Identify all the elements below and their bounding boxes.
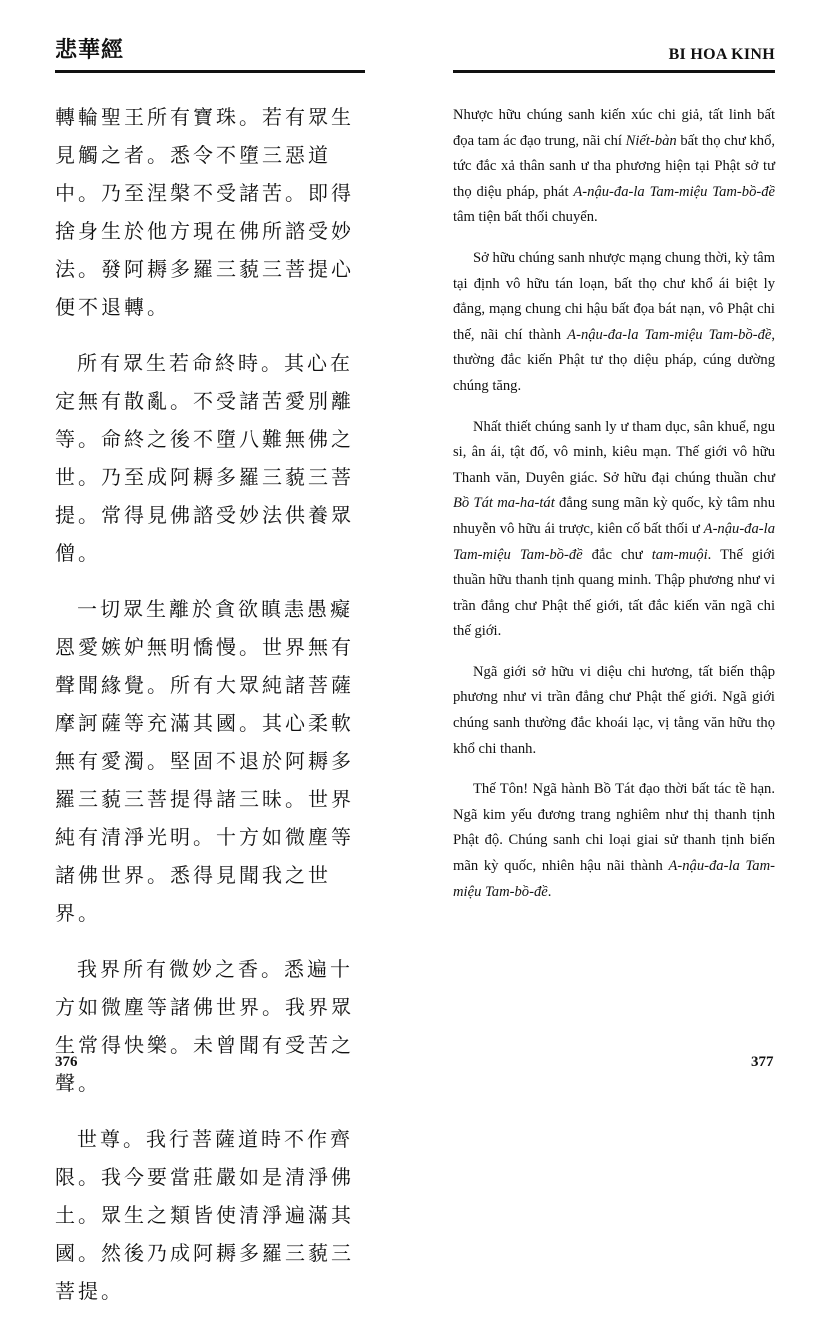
vn-paragraph-5 [453, 777, 775, 905]
vn-paragraph-4: Ngã giới sở hữu vi diệu chi hương, tất biến thập phương như vi trần đẳng chư Phật thế giới. Ngã giới chúng sanh thường đắc khoái lạc, vị tằng văn hữu thọ khổ chi thanh. [453, 663, 775, 757]
text-run: tâm tiện bất thối chuyển. [453, 209, 598, 226]
cjk-paragraph-2: 所有眾生若命終時。其心在定無有散亂。不受諸苦愛別離等。命終之後不墮八難無佛之世。乃至成阿耨多羅三藐三菩提。常得見佛諮受妙法供養眾僧。 [55, 351, 354, 565]
vn-paragraph-3 [453, 415, 775, 645]
left-page-body [55, 98, 370, 1328]
left-page-header [55, 36, 365, 73]
cjk-paragraph-1: 轉輪聖王所有寶珠。若有眾生見觸之者。悉令不墮三惡道中。乃至涅槃不受諸苦。即得捨身生於他方現在佛所諮受妙法。發阿耨多羅三藐三菩提心便不退轉。 [55, 105, 354, 319]
text-run: Sở hữu chúng sanh nhược mạng chung thời, kỳ tâm tại định vô hữu tán loạn, bất thọ chư khổ ái biệt ly đẳng, mạng chung chi hậu bất đọa bát nạn, vô Phật chi thế, nãi chí thành [453, 249, 775, 343]
left-page-number: 376 [55, 1054, 78, 1070]
cjk-paragraph-5: 世尊。我行菩薩道時不作齊限。我今要當莊嚴如是清淨佛土。眾生之類皆使清淨遍滿其國。然後乃成阿耨多羅三藐三菩提。 [55, 1127, 354, 1303]
text-run: , thường đắc kiến Phật tư thọ diệu pháp, cúng dường chúng tăng. [453, 326, 775, 394]
text-run: bất thọ chư khổ, tức đắc xả thân sanh ư tha phương hiện tại Phật sở tư thọ diệu pháp, phát [453, 132, 776, 200]
text-run: đẳng sung mãn kỳ quốc, kỳ tâm nhu nhuyễn vô hữu ái trược, kiên cố bất thối ư [453, 495, 775, 537]
text-run: đắc chư [582, 546, 652, 563]
italic-term: A-nậu-đa-la Tam-miệu Tam-bồ-đề [573, 183, 775, 200]
italic-term: A-nậu-đa-la Tam-miệu Tam-bồ-đề [567, 326, 772, 343]
italic-term: Niết-bàn [625, 132, 677, 149]
italic-term: A-nậu-đa-la Tam-miệu Tam-bồ-đề [453, 520, 775, 563]
text-run: Nhược hữu chúng sanh kiến xúc chi giả, tất linh bất đọa tam ác đạo trung, nãi chí [453, 107, 775, 149]
italic-term: tam-muội [651, 546, 708, 563]
right-page-header [453, 36, 775, 73]
right-page-body [453, 103, 775, 920]
cjk-paragraph-4: 我界所有微妙之香。悉遍十方如微塵等諸佛世界。我界眾生常得快樂。未曾聞有受苦之聲。 [55, 957, 354, 1095]
vn-paragraph-1 [453, 103, 775, 231]
text-run: . [547, 883, 552, 900]
text-run: . Thế giới thuần hữu thanh tịnh quang minh. Thập phương như vi trần đẳng chư Phật thế giới, tất đắc kiến văn ngã chi thế giới. [453, 546, 775, 640]
left-header-title: 悲華經 [55, 37, 125, 63]
right-page [408, 0, 816, 1123]
right-header-title: BI HOA KINH [668, 46, 775, 63]
text-run: Thế Tôn! Ngã hành Bồ Tát đạo thời bất tác tề hạn. Ngã kim yếu đương trang nghiêm như thị thanh tịnh Phật độ. Chúng sanh chi loại giai sử thanh tịnh biến mãn kỳ quốc, nhiên hậu nãi thành [453, 781, 775, 875]
text-run: Nhất thiết chúng sanh ly ư tham dục, sân khuể, ngu si, ân ái, tật đố, vô minh, kiêu mạn. Thế giới vô hữu Thanh văn, Duyên giác. Sở hữu đại chúng thuần chư [453, 418, 775, 486]
italic-term: A-nậu-đa-la Tam-miệu Tam-bồ-đề [453, 858, 775, 900]
italic-term: Bồ Tát ma-ha-tát [453, 495, 555, 512]
cjk-paragraph-3: 一切眾生離於貪欲瞋恚愚癡恩愛嫉妒無明憍慢。世界無有聲聞緣覺。所有大眾純諸菩薩摩訶薩等充滿其國。其心柔軟無有愛濁。堅固不退於阿耨多羅三藐三菩提得諸三昧。世界純有清淨光明。十方如微塵等諸佛世界。悉得見聞我之世界。 [55, 597, 354, 925]
right-page-number: 377 [751, 1054, 774, 1070]
left-page [0, 0, 408, 1303]
vn-paragraph-2 [453, 246, 775, 400]
